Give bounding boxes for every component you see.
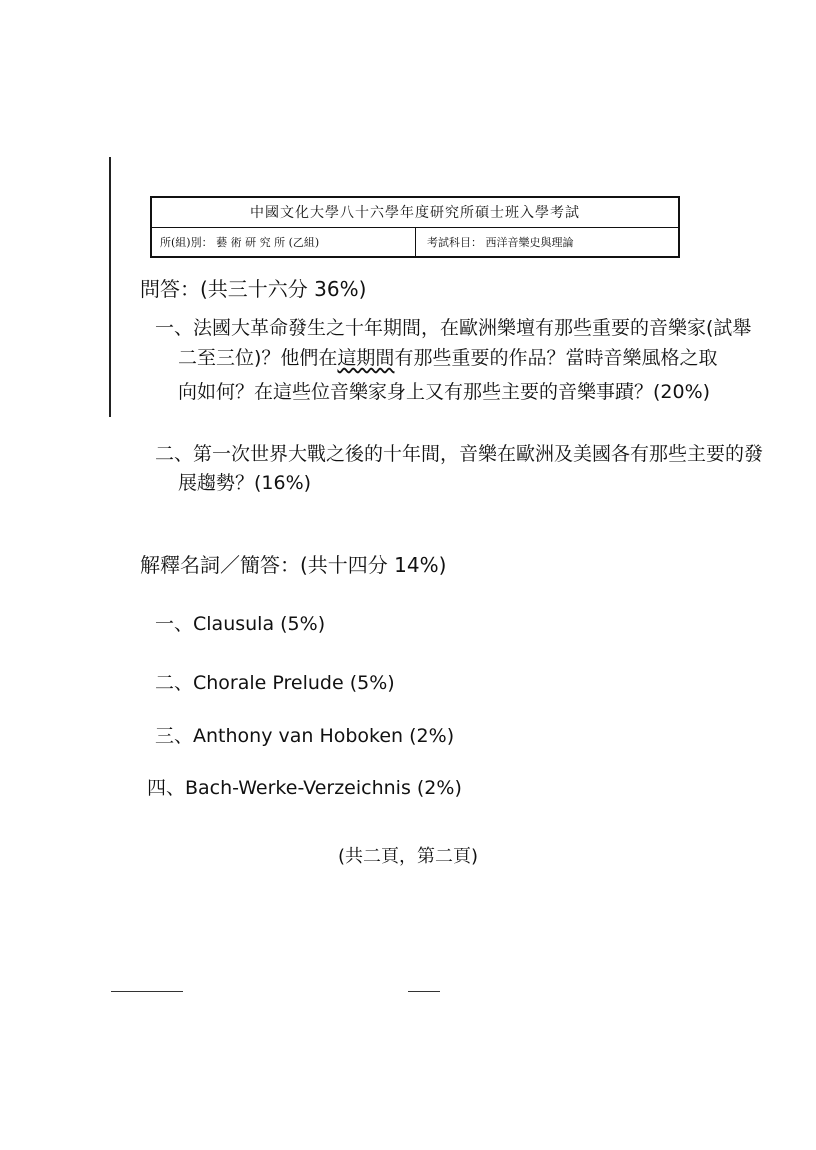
subject-label: 考試科目： (427, 236, 482, 249)
subject-field (427, 228, 672, 258)
q1-line-1: 一、法國大革命發生之十年期間，在歐洲樂壇有那些重要的音樂家(試舉 (155, 317, 752, 339)
exam-header-box (150, 196, 680, 258)
department-field (160, 228, 415, 258)
q1-line-2-start: 二至三位)？他們在 (178, 347, 338, 369)
term-item: 三、Anthony van Hoboken (2%) (155, 725, 455, 747)
exam-header-row (152, 228, 678, 258)
section1-heading: 問答：(共三十六分 36%) (140, 277, 367, 301)
exam-title: 中國文化大學八十六學年度研究所碩士班入學考試 (152, 198, 678, 228)
term-item: 二、Chorale Prelude (5%) (155, 672, 395, 694)
term-item: 一、Clausula (5%) (155, 613, 326, 635)
department-label: 所(組)別： (160, 236, 213, 249)
q1-emphasis: 這期間 (337, 347, 395, 369)
subject-value: 西洋音樂史與理論 (485, 236, 574, 249)
q1-line-2 (178, 343, 717, 370)
q2-line-1: 二、第一次世界大戰之後的十年間，音樂在歐洲及美國各有那些主要的發 (155, 443, 764, 465)
scan-bottom-rule-right (408, 991, 440, 992)
section2-heading: 解釋名詞／簡答：(共十四分 14%) (140, 553, 447, 577)
scan-margin-line (109, 157, 111, 417)
scan-bottom-rule-left (111, 991, 183, 992)
q1-line-2-end: 有那些重要的作品？當時音樂風格之取 (394, 347, 718, 369)
term-item: 四、Bach-Werke-Verzeichnis (2%) (147, 777, 462, 799)
q1-line-3: 向如何？在這些位音樂家身上又有那些主要的音樂事蹟？(20%) (178, 381, 711, 403)
department-value: 藝 術 研 究 所 (乙組) (216, 236, 320, 249)
header-divider (415, 228, 416, 258)
page-number: (共二頁，第二頁) (337, 846, 479, 867)
q2-line-2: 展趨勢？(16%) (178, 472, 312, 494)
